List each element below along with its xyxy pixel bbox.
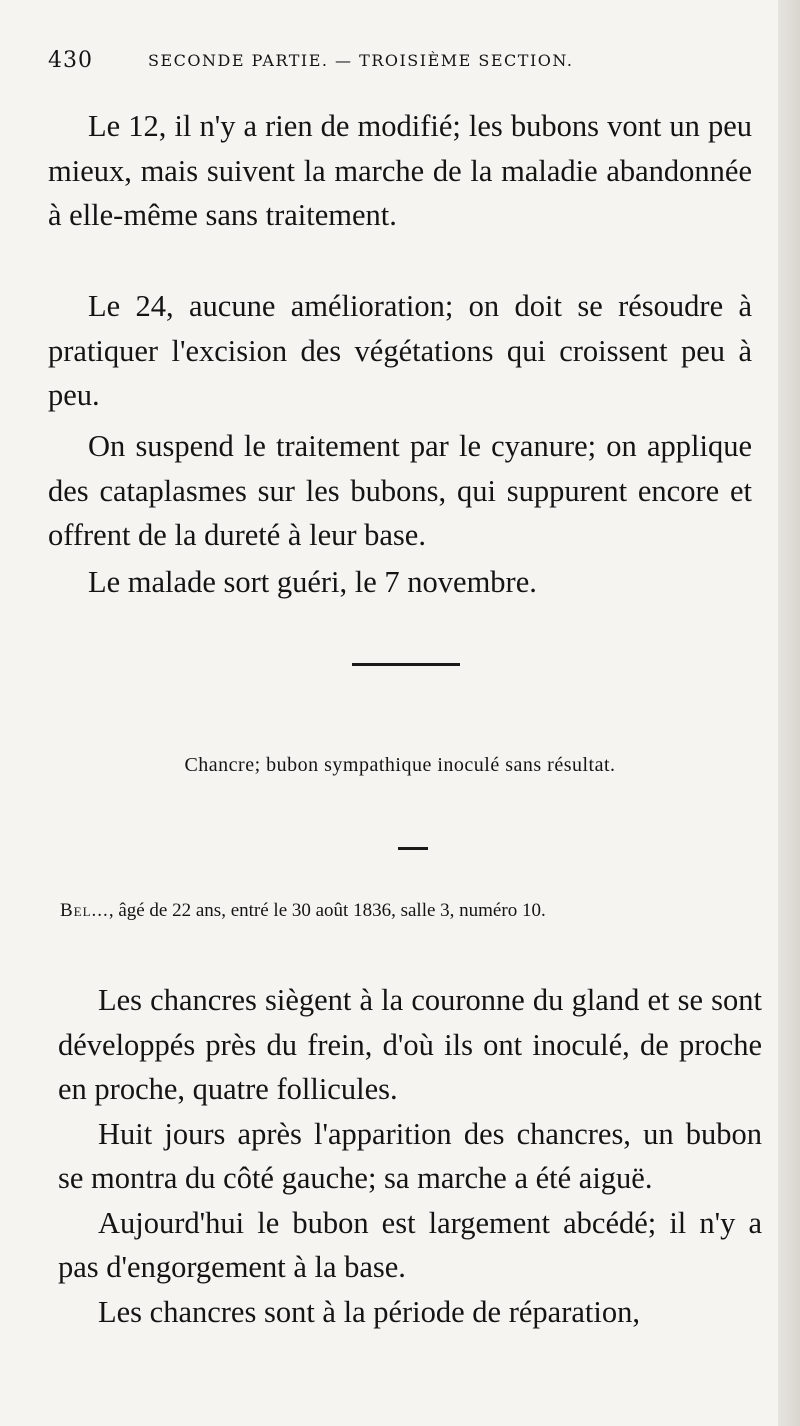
paragraph: Le 24, aucune amélioration; on doit se résoudre à pratiquer l'excision des végétations qui croissent peu à peu. xyxy=(48,289,752,412)
paragraph-block xyxy=(48,104,752,238)
short-divider xyxy=(398,847,428,850)
paragraph-block xyxy=(48,560,752,605)
paragraph: Huit jours après l'apparition des chancres, un bubon se montra du côté gauche; sa marche a été aiguë. xyxy=(58,1116,762,1195)
paragraph: Le malade sort guéri, le 7 novembre. xyxy=(88,565,537,599)
running-head xyxy=(48,48,748,78)
paragraph: On suspend le traitement par le cyanure; on applique des cataplasmes sur les bubons, qui suppurent encore et offrent de la dureté à leur base. xyxy=(48,429,752,552)
patient-name: Bel... xyxy=(60,900,109,921)
paragraph: Les chancres siègent à la couronne du gland et se sont développés près du frein, d'où ils ont inoculé, de proche en proche, quatre follicules. xyxy=(58,983,762,1106)
case-title: Chancre; bubon sympathique inoculé sans résultat. xyxy=(184,754,616,776)
paragraph: Les chancres sont à la période de réparation, xyxy=(98,1294,640,1329)
case-header xyxy=(60,900,760,922)
patient-details: , âgé de 22 ans, entré le 30 août 1836, salle 3, numéro 10. xyxy=(108,900,546,921)
paragraph: Aujourd'hui le bubon est largement abcédé; il n'y a pas d'engorgement à la base. xyxy=(58,1205,762,1284)
page-edge-shadow xyxy=(778,0,800,1426)
paragraph: Le 12, il n'y a rien de modifié; les bubons vont un peu mieux, mais suivent la marche de la maladie abandonnée à elle-même sans traitement. xyxy=(48,109,752,232)
paragraph-block xyxy=(48,424,752,558)
running-head-title: SECONDE PARTIE. — TROISIÈME SECTION. xyxy=(148,51,574,70)
page-number: 430 xyxy=(48,48,93,73)
section-divider xyxy=(352,663,460,666)
paragraph-block xyxy=(48,284,752,418)
paragraph-block xyxy=(58,978,762,1334)
